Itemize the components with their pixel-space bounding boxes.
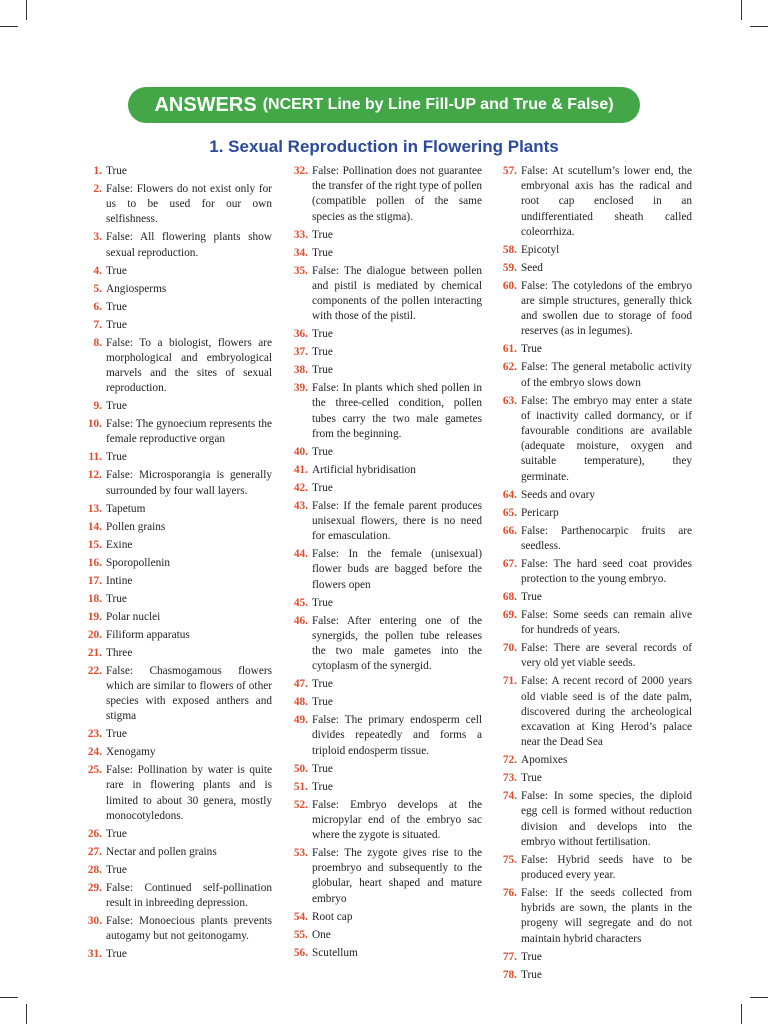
answer-text: False: In some species, the diploid egg cell is formed without reduction division and develops into the embryo without fertilisation. bbox=[521, 790, 692, 848]
answer-text: Angiosperms bbox=[106, 282, 167, 295]
answer-number: 6. bbox=[93, 300, 102, 313]
crop-mark bbox=[741, 0, 742, 20]
answer-number: 33. bbox=[293, 228, 308, 241]
answer-item bbox=[284, 164, 482, 225]
answer-number: 5. bbox=[93, 282, 102, 295]
answer-item bbox=[493, 394, 692, 485]
crop-mark bbox=[26, 1004, 27, 1024]
answer-text: True bbox=[521, 591, 542, 604]
answer-number: 69. bbox=[502, 609, 517, 622]
answer-text: Exine bbox=[106, 538, 133, 551]
answer-text: False: Pollination by water is quite rare in flowering plants and is limited to about 30 genera, mostly monocotyledons. bbox=[106, 764, 272, 822]
answer-text: False: The embryo may enter a state of inactivity called dormancy, or if favourable conditions are available (adequate moisture, oxygen and suitable temperature), they germinate. bbox=[521, 394, 692, 483]
answer-item bbox=[78, 574, 272, 589]
answer-text: False: There are several records of very old yet viable seeds. bbox=[521, 642, 692, 670]
answer-number: 19. bbox=[87, 610, 102, 623]
answer-number: 72. bbox=[502, 754, 517, 767]
answer-text: True bbox=[312, 246, 333, 259]
answer-item bbox=[78, 300, 272, 315]
answer-number: 74. bbox=[502, 790, 517, 803]
answer-text: True bbox=[312, 328, 333, 341]
answer-number: 61. bbox=[502, 343, 517, 356]
answer-text: False: The gynoecium represents the female reproductive organ bbox=[106, 418, 272, 446]
answer-item bbox=[493, 886, 692, 947]
answer-text: True bbox=[312, 596, 333, 609]
answer-item bbox=[493, 342, 692, 357]
answer-text: False: Microsporangia is generally surrounded by four wall layers. bbox=[106, 469, 272, 497]
answer-text: False: Continued self-pollination result in inbreeding depression. bbox=[106, 881, 272, 910]
answer-item bbox=[78, 282, 272, 297]
answer-number: 29. bbox=[87, 881, 102, 894]
answer-item bbox=[493, 488, 692, 503]
answer-item bbox=[78, 664, 272, 725]
answer-text: True bbox=[312, 678, 333, 691]
answer-text: False: If the seeds collected from hybrids are sown, the plants in the progeny will segregate and do not maintain hybrid characters bbox=[521, 887, 692, 945]
answer-item bbox=[284, 363, 482, 378]
answer-text: False: The hard seed coat provides protection to the young embryo. bbox=[521, 557, 692, 586]
answer-item bbox=[78, 336, 272, 397]
answer-number: 18. bbox=[87, 592, 102, 605]
answer-item bbox=[284, 228, 482, 243]
answer-item bbox=[284, 246, 482, 261]
answer-column-3 bbox=[493, 164, 692, 986]
answer-number: 55. bbox=[293, 928, 308, 941]
banner-title: ANSWERS bbox=[154, 93, 257, 116]
answer-item bbox=[78, 881, 272, 911]
answer-number: 64. bbox=[502, 488, 517, 501]
answer-text: True bbox=[106, 400, 127, 413]
answer-item bbox=[78, 947, 272, 962]
answer-item bbox=[284, 381, 482, 442]
answer-text: True bbox=[312, 696, 333, 709]
answer-number: 49. bbox=[293, 714, 308, 727]
answer-number: 71. bbox=[502, 675, 517, 688]
answer-item bbox=[78, 502, 272, 517]
answer-number: 52. bbox=[293, 798, 308, 811]
answer-item bbox=[493, 641, 692, 671]
answer-number: 3. bbox=[93, 231, 102, 244]
chapter-title: 1. Sexual Reproduction in Flowering Plants bbox=[209, 137, 559, 156]
answer-text: False: Embryo develops at the micropylar end of the embryo sac where the zygote is situated. bbox=[312, 798, 482, 842]
answer-column-2 bbox=[284, 164, 482, 964]
answer-item bbox=[493, 279, 692, 340]
answer-number: 46. bbox=[293, 614, 308, 627]
answer-text: True bbox=[106, 264, 127, 277]
answer-item bbox=[493, 261, 692, 276]
answer-text: False: After entering one of the synergids, the pollen tube releases the two male gametes into the cytoplasm of the synergid. bbox=[312, 614, 482, 673]
answer-number: 47. bbox=[293, 678, 308, 691]
answer-text: False: Parthenocarpic fruits are seedless. bbox=[521, 524, 692, 552]
answer-number: 15. bbox=[87, 538, 102, 551]
answer-text: False: Hybrid seeds have to be produced every year. bbox=[521, 853, 692, 882]
answer-text: False: At scutellum’s lower end, the embryonal axis has the radical and root cap enclosed in an undifferentiated sheath called coleorrhiza. bbox=[521, 165, 692, 238]
answers-banner bbox=[128, 87, 640, 123]
answer-number: 54. bbox=[293, 910, 308, 923]
answer-item bbox=[493, 164, 692, 240]
answer-number: 24. bbox=[87, 746, 102, 759]
answer-item bbox=[284, 946, 482, 961]
answer-number: 30. bbox=[87, 915, 102, 928]
answer-item bbox=[284, 614, 482, 675]
answer-number: 11. bbox=[88, 451, 102, 464]
answer-text: False: To a biologist, flowers are morphological and embryological marvels and the sites of sexual reproduction. bbox=[106, 336, 272, 395]
answer-number: 65. bbox=[502, 506, 517, 519]
crop-mark bbox=[750, 997, 768, 998]
answer-item bbox=[284, 481, 482, 496]
answer-item bbox=[78, 914, 272, 944]
crop-mark bbox=[741, 1004, 742, 1024]
answer-number: 31. bbox=[87, 948, 102, 961]
answer-text: False: The primary endosperm cell divides repeatedly and forms a triploid endosperm tissue. bbox=[312, 714, 482, 757]
answer-number: 48. bbox=[293, 696, 308, 709]
answer-number: 53. bbox=[293, 847, 308, 860]
answer-number: 60. bbox=[502, 279, 517, 292]
answer-text: Three bbox=[106, 646, 133, 659]
answer-number: 12. bbox=[87, 469, 102, 482]
answer-text: True bbox=[106, 318, 127, 331]
answer-text: True bbox=[106, 592, 127, 605]
answer-item bbox=[493, 950, 692, 965]
answer-text: True bbox=[106, 728, 127, 741]
answer-text: True bbox=[312, 364, 333, 377]
crop-mark bbox=[0, 26, 18, 27]
answer-item bbox=[284, 445, 482, 460]
banner-subtitle: (NCERT Line by Line Fill-UP and True & False) bbox=[262, 96, 614, 113]
answer-text: True bbox=[312, 445, 333, 458]
answer-text: False: Some seeds can remain alive for hundreds of years. bbox=[521, 609, 692, 637]
answer-item bbox=[78, 538, 272, 553]
answer-item bbox=[78, 863, 272, 878]
answer-number: 4. bbox=[93, 264, 102, 277]
answer-item bbox=[493, 506, 692, 521]
answer-number: 1. bbox=[93, 165, 102, 177]
answer-item bbox=[78, 646, 272, 661]
answer-item bbox=[284, 463, 482, 478]
answer-item bbox=[78, 164, 272, 179]
answer-item bbox=[78, 264, 272, 279]
answer-number: 75. bbox=[502, 853, 517, 866]
answer-item bbox=[284, 677, 482, 692]
answer-number: 40. bbox=[293, 445, 308, 458]
answer-number: 7. bbox=[93, 318, 102, 331]
answer-item bbox=[284, 499, 482, 545]
answer-number: 9. bbox=[93, 400, 102, 413]
answer-item bbox=[78, 763, 272, 824]
answer-number: 67. bbox=[502, 557, 517, 570]
answer-number: 45. bbox=[293, 596, 308, 609]
answer-text: Seeds and ovary bbox=[521, 488, 596, 501]
answer-number: 23. bbox=[87, 728, 102, 741]
answer-item bbox=[78, 628, 272, 643]
answer-text: False: If the female parent produces unisexual flowers, there is no need for emasculation. bbox=[312, 499, 482, 543]
answer-number: 25. bbox=[87, 764, 102, 777]
answer-number: 28. bbox=[87, 863, 102, 876]
answer-number: 14. bbox=[87, 520, 102, 533]
answer-item bbox=[78, 468, 272, 498]
answer-text: False: Flowers do not exist only for us to be used for our own selfishness. bbox=[106, 183, 272, 226]
answer-item bbox=[284, 780, 482, 795]
answer-item bbox=[78, 845, 272, 860]
answer-item bbox=[493, 590, 692, 605]
answer-item bbox=[284, 345, 482, 360]
answer-number: 58. bbox=[502, 243, 517, 256]
answer-item bbox=[284, 596, 482, 611]
answer-number: 8. bbox=[93, 336, 102, 349]
answer-item bbox=[493, 557, 692, 587]
answer-text: False: A recent record of 2000 years old viable seed is of the date palm, discovered during the archeological excavation at King Herod’s palace near the Dead Sea bbox=[521, 675, 692, 749]
answer-number: 37. bbox=[293, 346, 308, 359]
answer-item bbox=[78, 745, 272, 760]
answer-text: Filiform apparatus bbox=[106, 628, 190, 641]
answer-number: 50. bbox=[293, 762, 308, 775]
answer-number: 76. bbox=[502, 887, 517, 900]
answer-text: True bbox=[106, 948, 127, 961]
answer-text: True bbox=[521, 968, 542, 981]
crop-mark bbox=[750, 26, 768, 27]
answer-number: 44. bbox=[293, 548, 308, 561]
answer-text: Pericarp bbox=[521, 506, 559, 519]
answer-item bbox=[78, 610, 272, 625]
answer-number: 36. bbox=[293, 328, 308, 341]
answer-text: Intine bbox=[106, 574, 133, 587]
answer-number: 17. bbox=[87, 574, 102, 587]
answer-item bbox=[284, 846, 482, 907]
answer-number: 38. bbox=[293, 364, 308, 377]
answer-text: False: The general metabolic activity of the embryo slows down bbox=[521, 361, 692, 389]
answer-text: False: The dialogue between pollen and pistil is mediated by chemical components of the pollen interacting with those of the pistil. bbox=[312, 264, 482, 323]
answer-item bbox=[78, 450, 272, 465]
answer-item bbox=[493, 789, 692, 850]
answer-text: Root cap bbox=[312, 910, 353, 923]
answer-number: 22. bbox=[87, 664, 102, 677]
answer-text: Polar nuclei bbox=[106, 610, 161, 623]
answer-text: Seed bbox=[521, 261, 543, 274]
answer-number: 78. bbox=[502, 968, 517, 981]
answer-item bbox=[78, 556, 272, 571]
answer-number: 77. bbox=[502, 950, 517, 963]
answer-item bbox=[284, 798, 482, 844]
answer-text: Sporopollenin bbox=[106, 556, 171, 569]
answer-number: 70. bbox=[502, 642, 517, 655]
answer-text: True bbox=[312, 762, 333, 775]
answer-number: 27. bbox=[87, 845, 102, 858]
answer-number: 73. bbox=[502, 772, 517, 785]
answer-item bbox=[284, 695, 482, 710]
answer-text: True bbox=[106, 863, 127, 876]
answer-number: 62. bbox=[502, 361, 517, 374]
answer-text: False: In the female (unisexual) flower buds are bagged before the flowers open bbox=[312, 548, 482, 591]
answer-number: 20. bbox=[87, 628, 102, 641]
answer-item bbox=[78, 182, 272, 228]
answer-item bbox=[78, 827, 272, 842]
crop-mark bbox=[0, 997, 18, 998]
answer-text: Xenogamy bbox=[106, 746, 156, 759]
answer-text: Artificial hybridisation bbox=[312, 463, 416, 476]
answer-item bbox=[78, 318, 272, 333]
answer-text: True bbox=[312, 346, 333, 359]
answer-item bbox=[284, 547, 482, 593]
answer-item bbox=[493, 360, 692, 390]
answer-item bbox=[284, 713, 482, 759]
answer-number: 51. bbox=[293, 780, 308, 793]
answer-item bbox=[78, 417, 272, 447]
answer-text: Scutellum bbox=[312, 946, 358, 959]
answer-text: False: The zygote gives rise to the proembryo and subsequently to the globular, heart shaped and mature embryo bbox=[312, 847, 482, 905]
answer-text: Nectar and pollen grains bbox=[106, 845, 217, 858]
answer-number: 2. bbox=[93, 183, 102, 195]
answer-item bbox=[493, 243, 692, 258]
answer-item bbox=[493, 853, 692, 883]
answer-item bbox=[493, 753, 692, 768]
answer-text: True bbox=[521, 772, 542, 785]
answer-number: 32. bbox=[293, 165, 308, 177]
answer-text: True bbox=[106, 165, 127, 177]
answer-text: Epicotyl bbox=[521, 243, 560, 256]
answer-item bbox=[493, 524, 692, 554]
answer-item bbox=[78, 520, 272, 535]
answer-text: Apomixes bbox=[521, 754, 568, 767]
answer-item bbox=[284, 928, 482, 943]
answer-text: True bbox=[521, 950, 542, 963]
answer-text: Pollen grains bbox=[106, 520, 166, 533]
answer-number: 34. bbox=[293, 246, 308, 259]
answer-number: 56. bbox=[293, 946, 308, 959]
answer-text: True bbox=[312, 481, 333, 494]
answer-text: True bbox=[521, 343, 542, 356]
answer-text: False: The cotyledons of the embryo are simple structures, generally thick and swollen due to storage of food reserves (as in legumes). bbox=[521, 279, 692, 338]
answer-item bbox=[284, 762, 482, 777]
answer-text: True bbox=[312, 780, 333, 793]
answer-column-1 bbox=[78, 164, 272, 965]
answer-number: 13. bbox=[87, 502, 102, 515]
answer-text: False: Monoecious plants prevents autogamy but not geitonogamy. bbox=[106, 915, 272, 943]
answer-text: True bbox=[106, 827, 127, 840]
answer-item bbox=[493, 608, 692, 638]
answer-item bbox=[493, 674, 692, 750]
answer-number: 57. bbox=[502, 165, 517, 177]
answer-text: False: Chasmogamous flowers which are similar to flowers of other species with exposed anthers and stigma bbox=[106, 664, 272, 723]
answer-number: 42. bbox=[293, 481, 308, 494]
answer-number: 43. bbox=[293, 499, 308, 512]
answer-item bbox=[78, 727, 272, 742]
answer-item bbox=[78, 399, 272, 414]
answer-number: 66. bbox=[502, 524, 517, 537]
crop-mark bbox=[26, 0, 27, 20]
answer-item bbox=[493, 968, 692, 983]
answer-item bbox=[78, 592, 272, 607]
answer-item bbox=[284, 327, 482, 342]
answer-text: True bbox=[106, 300, 127, 313]
answer-text: True bbox=[312, 228, 333, 241]
answer-number: 10. bbox=[87, 418, 102, 431]
answer-number: 39. bbox=[293, 382, 308, 395]
answer-number: 35. bbox=[293, 264, 308, 277]
answer-number: 26. bbox=[87, 827, 102, 840]
answer-text: True bbox=[106, 451, 127, 464]
answer-number: 21. bbox=[87, 646, 102, 659]
answer-text: One bbox=[312, 928, 331, 941]
answer-number: 41. bbox=[293, 463, 308, 476]
answer-text: Tapetum bbox=[106, 502, 146, 515]
answer-item bbox=[493, 771, 692, 786]
answer-item bbox=[284, 264, 482, 325]
answer-text: False: All flowering plants show sexual reproduction. bbox=[106, 231, 272, 259]
answer-item bbox=[78, 230, 272, 260]
answer-number: 59. bbox=[502, 261, 517, 274]
answer-number: 63. bbox=[502, 394, 517, 407]
answer-item bbox=[284, 910, 482, 925]
answer-text: False: Pollination does not guarantee the transfer of the right type of pollen (compatible pollen of the same species as the stigma). bbox=[312, 165, 482, 223]
answer-text: False: In plants which shed pollen in the three-celled condition, pollen tubes carry the two male gametes from the beginning. bbox=[312, 382, 482, 440]
answer-number: 68. bbox=[502, 591, 517, 604]
answer-number: 16. bbox=[87, 556, 102, 569]
